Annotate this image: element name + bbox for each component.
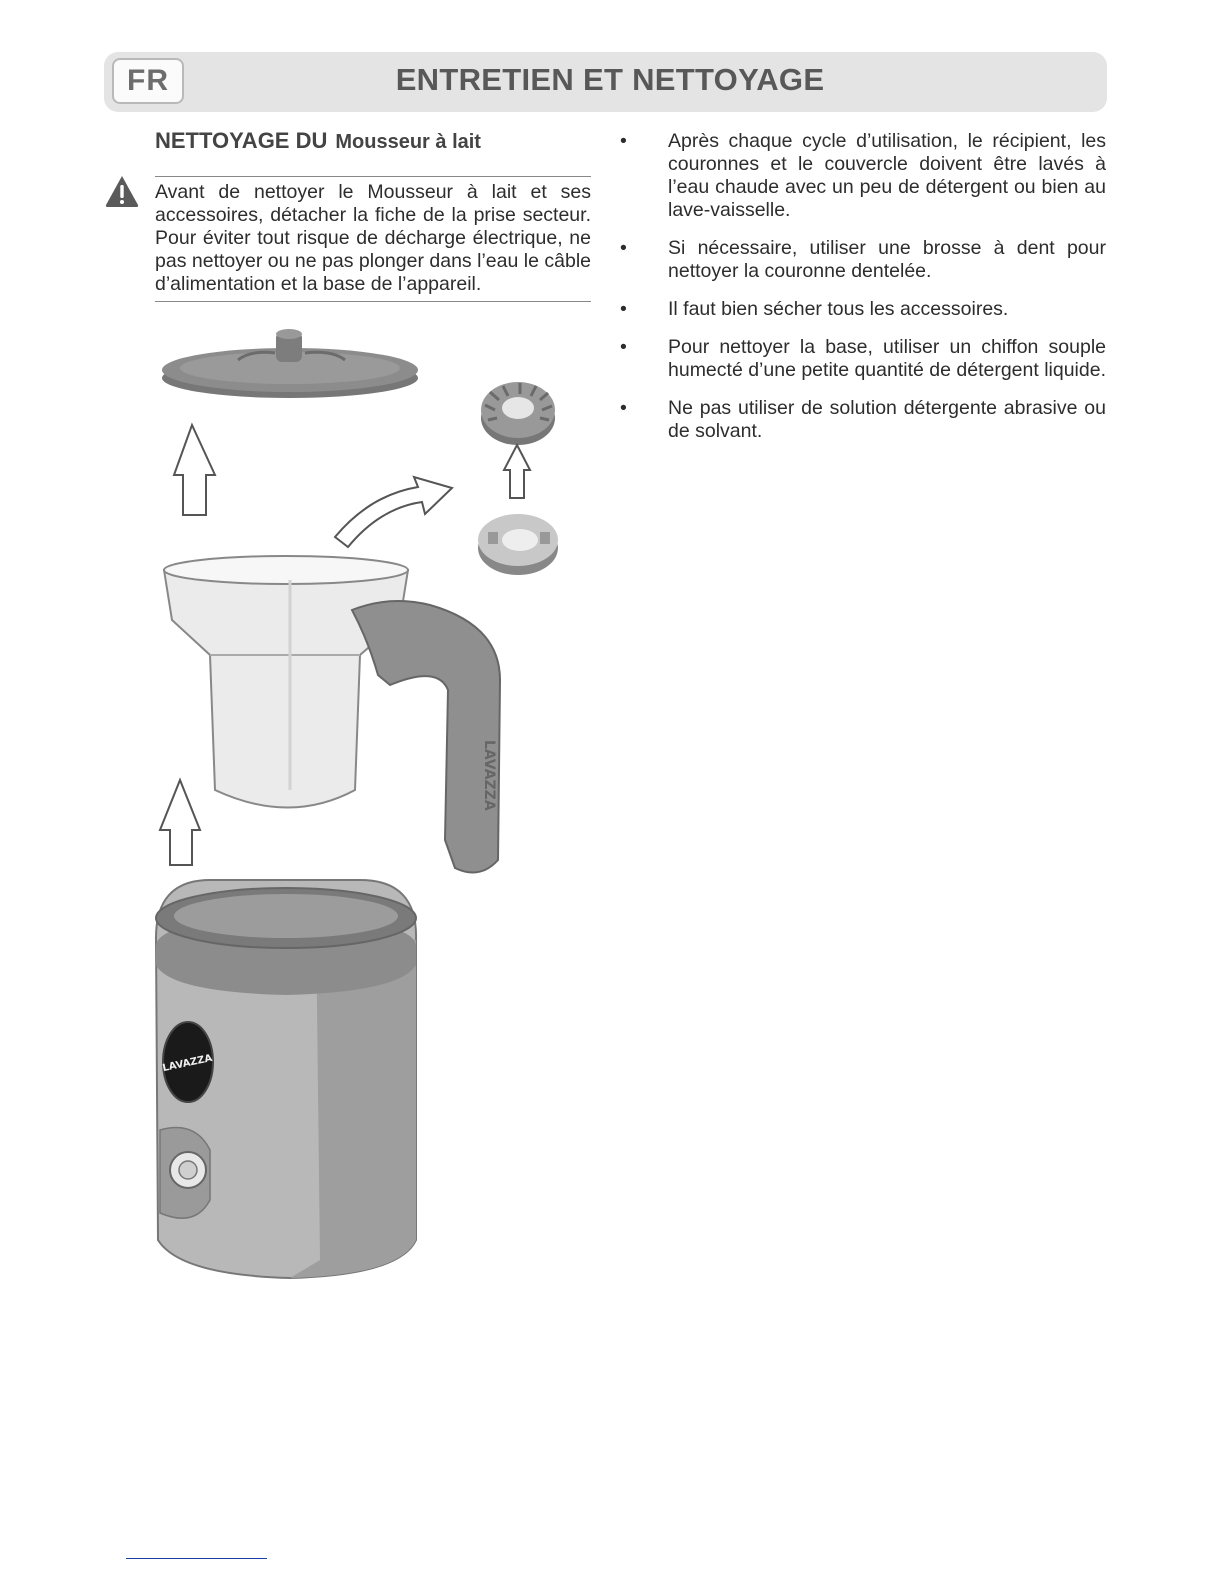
list-item [620, 397, 1106, 443]
up-arrow-crown [504, 445, 530, 498]
curved-arrow [335, 477, 452, 547]
base-unit-illustration [156, 880, 416, 1278]
page-title: ENTRETIEN ET NETTOYAGE [395, 62, 825, 97]
bullet-text: Si nécessaire, utiliser une brosse à dent pour nettoyer la couronne dentelée. [668, 237, 1106, 282]
up-arrow-jug [160, 780, 200, 865]
bullet-text: Ne pas utiliser de solution détergente abrasive ou de solvant. [668, 397, 1106, 442]
bullet-dot: • [620, 397, 627, 419]
svg-text:LAVAZZA: LAVAZZA [481, 740, 497, 811]
svg-text:LAVAZZA: LAVAZZA [161, 1052, 214, 1075]
bullet-text: Après chaque cycle d’utilisation, le récipient, les couronnes et le couvercle doivent être lavés à l’eau chaude avec un peu de détergent ou bien au lave-vaisselle. [668, 130, 1106, 221]
cleaning-instructions-list [620, 130, 1106, 458]
list-item [620, 130, 1106, 222]
section-heading [155, 128, 481, 154]
bottom-rule [155, 301, 591, 302]
up-arrow-lid [174, 425, 215, 515]
bullet-text: Pour nettoyer la base, utiliser un chiffon souple humecté d’une petite quantité de détergent liquide. [668, 336, 1106, 381]
bullet-dot: • [620, 298, 627, 320]
bullet-text: Il faut bien sécher tous les accessoires. [668, 298, 1009, 320]
lid-illustration [162, 329, 418, 398]
list-item [620, 237, 1106, 283]
crown-base-illustration [478, 514, 558, 575]
bullet-dot: • [620, 130, 627, 152]
toothed-crown-illustration [481, 382, 555, 445]
footer-rule [126, 1558, 267, 1559]
top-rule [155, 176, 591, 177]
language-badge: FR [112, 58, 184, 104]
warning-text: Avant de nettoyer le Mousseur à lait et ses accessoires, détacher la fiche de la prise secteur. Pour éviter tout risque de décharge électrique, ne pas nettoyer ou ne pas plonger dans l’eau le câble d’alimentation et la base de l’appareil. [155, 181, 591, 295]
section-heading-main: NETTOYAGE DU [155, 128, 328, 153]
bullet-dot: • [620, 237, 627, 259]
list-item [620, 298, 1106, 321]
warning-triangle-icon [104, 174, 140, 208]
jug-illustration [164, 556, 500, 873]
milk-frother-exploded-illustration [100, 320, 580, 1295]
section-heading-sub: Mousseur à lait [335, 131, 481, 153]
bullet-dot: • [620, 336, 627, 358]
list-item [620, 336, 1106, 382]
